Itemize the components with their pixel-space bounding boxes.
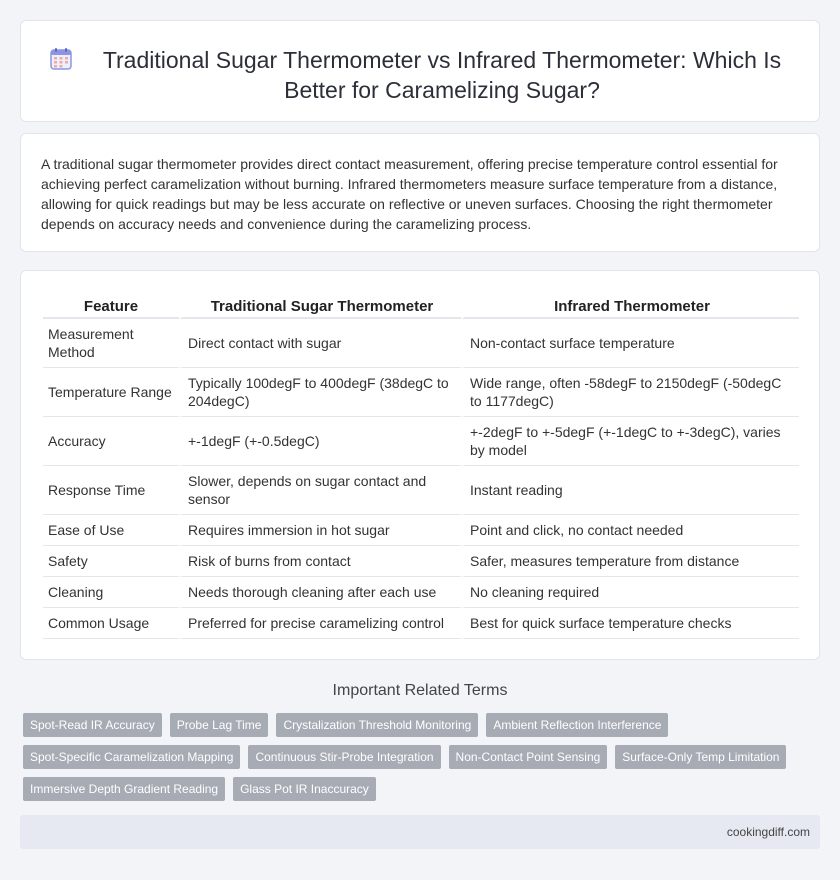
row-feature: Accuracy <box>43 417 179 466</box>
row-feature: Response Time <box>43 466 179 515</box>
row-traditional: +-1degF (+-0.5degC) <box>179 417 461 466</box>
footer-site-link[interactable]: cookingdiff.com <box>726 825 810 839</box>
row-infrared: Instant reading <box>461 466 799 515</box>
intro-paragraph: A traditional sugar thermometer provides direct contact measurement, offering precise temperature control essential for achieving perfect caramelization without burning. Infrared thermometers measure surface temperature from a distance, allowing for quick readings but may be less accurate on reflective or uneven surfaces. Choosing the right thermometer depends on accuracy needs and convenience during the caramelizing process. <box>41 156 778 232</box>
row-feature: Common Usage <box>43 608 179 639</box>
row-traditional: Requires immersion in hot sugar <box>179 515 461 546</box>
related-term-tag[interactable]: Ambient Reflection Interference <box>486 713 668 737</box>
row-infrared: Non-contact surface temperature <box>461 319 799 368</box>
row-infrared: No cleaning required <box>461 577 799 608</box>
related-term-tag[interactable]: Spot-Specific Caramelization Mapping <box>23 745 240 769</box>
row-traditional: Slower, depends on sugar contact and sensor <box>179 466 461 515</box>
table-row <box>43 368 799 417</box>
table-row <box>43 577 799 608</box>
comparison-table <box>43 295 799 639</box>
related-term-tag[interactable]: Spot-Read IR Accuracy <box>23 713 162 737</box>
related-term-tag[interactable]: Immersive Depth Gradient Reading <box>23 777 225 801</box>
footer <box>20 815 820 849</box>
header-feature: Feature <box>43 295 179 319</box>
row-infrared: Safer, measures temperature from distance <box>461 546 799 577</box>
comparison-card <box>20 270 820 660</box>
page-title: Traditional Sugar Thermometer vs Infrared Thermometer: Which Is Better for Caramelizing Sugar? <box>102 47 782 103</box>
related-term-tag[interactable]: Crystalization Threshold Monitoring <box>276 713 478 737</box>
related-term-tag[interactable]: Probe Lag Time <box>170 713 269 737</box>
intro-card <box>20 133 820 252</box>
row-feature: Measurement Method <box>43 319 179 368</box>
table-row <box>43 515 799 546</box>
table-row <box>43 546 799 577</box>
related-terms-list <box>23 713 813 801</box>
table-row <box>43 608 799 639</box>
row-infrared: Point and click, no contact needed <box>461 515 799 546</box>
related-term-tag[interactable]: Surface-Only Temp Limitation <box>615 745 786 769</box>
row-traditional: Direct contact with sugar <box>179 319 461 368</box>
calendar-icon <box>49 47 73 71</box>
related-term-tag[interactable]: Continuous Stir-Probe Integration <box>248 745 440 769</box>
table-header-row <box>43 295 799 319</box>
row-infrared: Best for quick surface temperature checks <box>461 608 799 639</box>
table-row <box>43 319 799 368</box>
related-terms-heading: Important Related Terms <box>332 682 508 699</box>
row-feature: Safety <box>43 546 179 577</box>
row-infrared: Wide range, often -58degF to 2150degF (-50degC to 1177degC) <box>461 368 799 417</box>
row-traditional: Typically 100degF to 400degF (38degC to 204degC) <box>179 368 461 417</box>
header-traditional: Traditional Sugar Thermometer <box>179 295 461 319</box>
related-term-tag[interactable]: Glass Pot IR Inaccuracy <box>233 777 376 801</box>
table-row <box>43 466 799 515</box>
row-infrared: +-2degF to +-5degF (+-1degC to +-3degC), varies by model <box>461 417 799 466</box>
table-row <box>43 417 799 466</box>
row-traditional: Needs thorough cleaning after each use <box>179 577 461 608</box>
title-card <box>20 20 820 122</box>
related-term-tag[interactable]: Non-Contact Point Sensing <box>449 745 608 769</box>
row-feature: Cleaning <box>43 577 179 608</box>
row-feature: Ease of Use <box>43 515 179 546</box>
row-traditional: Risk of burns from contact <box>179 546 461 577</box>
row-traditional: Preferred for precise caramelizing control <box>179 608 461 639</box>
header-infrared: Infrared Thermometer <box>461 295 799 319</box>
row-feature: Temperature Range <box>43 368 179 417</box>
